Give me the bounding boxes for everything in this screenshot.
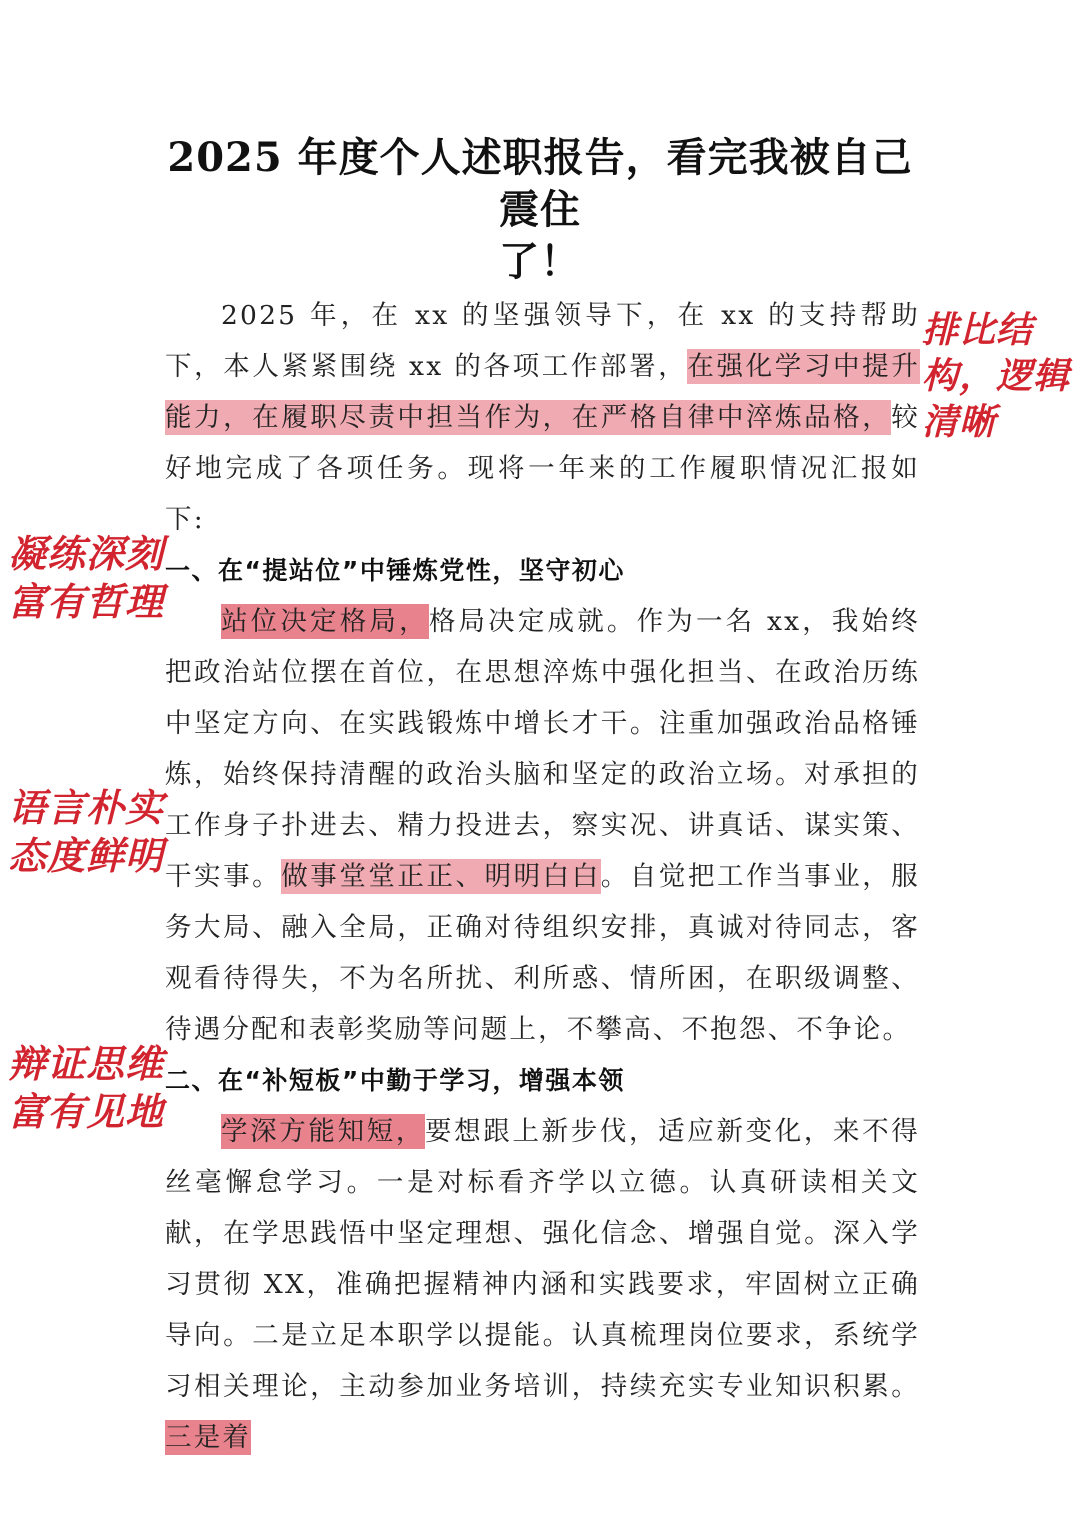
section-2-paragraph	[165, 1106, 920, 1463]
section-2-highlight-2: 三是着	[165, 1422, 252, 1453]
section-1-highlight-2: 做事堂堂正正、明明白白	[281, 861, 601, 892]
intro-highlight-2: 在履职尽责中担当作为，在严格自律中淬炼品格，	[252, 402, 892, 433]
annotation-parallelism	[922, 308, 1070, 446]
annotation-parallelism-line-1: 排比结	[922, 310, 1034, 351]
section-1-text-1: 格局决定成就。作为一名 xx，我始终把政治站位摆在首位，在思想淬炼中强化担当、在政治历练中坚定方向、在实践锻炼中增长才干。注重加强政治品格锤炼，始终保持清醒的政治头脑和坚定的政治立场。对承担的工作身子扑进去、精力投进去，察实况、讲真话、谋实策、干实事。	[165, 606, 920, 892]
title-line-2: 了！	[499, 238, 581, 285]
intro-text-2: 较好地完成了各项任务。现将一年来的工作履职情况汇报如下:	[165, 402, 920, 535]
annotation-parallelism-line-2: 构，逻辑	[922, 356, 1071, 397]
section-1-highlight-1: 站位决定格局，	[221, 606, 429, 637]
section-1-paragraph	[165, 596, 920, 1055]
section-2-highlight-1: 学深方能知短，	[221, 1116, 426, 1147]
document-body	[165, 290, 920, 1463]
section-1-heading: 一、在“提站位”中锤炼党性，坚守初心	[165, 556, 625, 585]
title-line-1: 2025 年度个人述职报告，看完我被自己震住	[167, 134, 913, 233]
section-2-text-1: 要想跟上新步伐，适应新变化，来不得丝毫懈怠学习。一是对标看齐学以立德。认真研读相关文献，在学思践悟中坚定理想、强化信念、增强自觉。深入学习贯彻 XX，准确把握精神内涵和实践要求，牢固树立正确导向。二是立足本职学以提能。认真梳理岗位要求，系统学习相关理论，主动参加业务培训，持续充实专业知识积累。	[165, 1116, 921, 1402]
annotation-dialectical-line-2: 富有见地	[8, 1090, 165, 1134]
annotation-philosophy	[8, 530, 164, 626]
document-title	[150, 132, 930, 288]
section-2-heading: 二、在“补短板”中勤于学习，增强本领	[165, 1066, 625, 1095]
annotation-plain-language	[8, 784, 164, 880]
section-1-text-2: 。自觉把工作当事业，服务大局、融入全局，正确对待组织安排，真诚对待同志，客观看待得失，不为名所扰、利所惑、情所困，在职级调整、待遇分配和表彰奖励等问题上，不攀高、不抱怨、不争论。	[165, 861, 921, 1045]
annotation-plain-language-line-2: 态度鲜明	[8, 834, 165, 878]
intro-highlight-1: 在强化学习中提升能力，	[165, 351, 920, 433]
intro-text-1: 2025 年，在 xx 的坚强领导下，在 xx 的支持帮助下，本人紧紧围绕 xx 的各项工作部署，	[165, 300, 920, 382]
annotation-plain-language-line-1: 语言朴实	[8, 786, 165, 830]
annotation-philosophy-line-2: 富有哲理	[8, 580, 165, 624]
annotation-parallelism-line-3: 清晰	[922, 402, 997, 443]
annotation-philosophy-line-1: 凝练深刻	[8, 532, 165, 576]
annotation-dialectical-line-1: 辩证思维	[8, 1042, 165, 1086]
annotation-dialectical	[8, 1040, 164, 1136]
intro-paragraph	[165, 290, 920, 545]
